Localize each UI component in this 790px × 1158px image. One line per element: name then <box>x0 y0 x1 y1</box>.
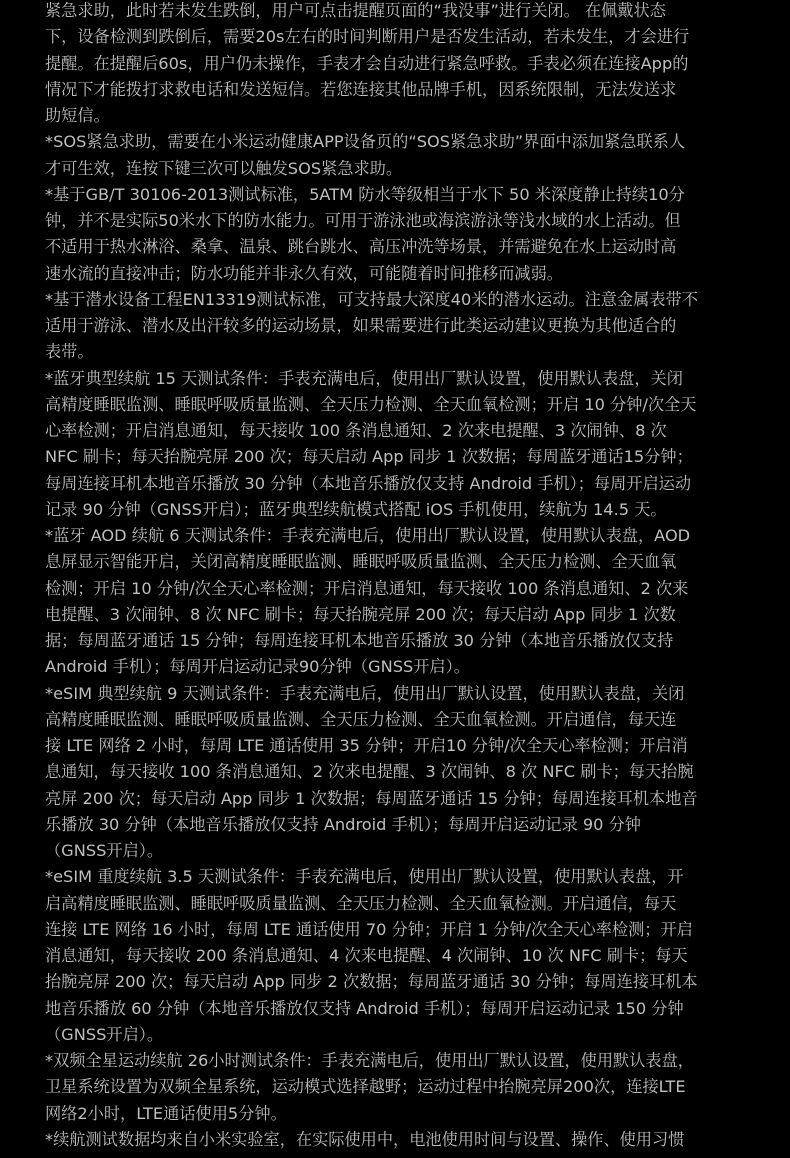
text-line: 心率检测；开启消息通知，每天接收 100 条消息通知、2 次来电提醒、3 次闹钟、8 次 <box>45 421 667 440</box>
text-line: *SOS紧急求助，需要在小米运动健康APP设备页的“SOS紧急求助”界面中添加紧急联系人 <box>45 132 686 152</box>
text-line: 每周连接耳机本地音乐播放 30 分钟（本地音乐播放仅支持 Android 手机）；每周开启运动 <box>45 473 692 493</box>
text-line: 息屏显示智能开启，关闭高精度睡眠监测、睡眠呼吸质量监测、全天压力检测、全天血氧 <box>45 552 677 572</box>
text-line: （GNSS开启）。 <box>45 841 164 860</box>
text-line: 高精度睡眠监测、睡眠呼吸质量监测、全天压力检测、全天血氧检测；开启 10 分钟/次全天 <box>45 394 697 414</box>
text-line: 电提醒、3 次闹钟、8 次 NFC 刷卡；每天抬腕亮屏 200 次；每天启动 App 同步 1 次数 <box>45 604 676 624</box>
text-line: 钟，并不是实际50米水下的防水能力。可用于游泳池或海滨游泳等浅水域的水上活动。但 <box>45 211 681 230</box>
text-line: 适用于游泳、潜水及出汗较多的运动场景，如果需要进行此类运动建议更换为其他适合的 <box>45 316 677 335</box>
diving-paragraph <box>45 287 750 366</box>
bluetooth-aod-battery-paragraph <box>45 523 750 681</box>
text-line: 表带。 <box>45 342 94 362</box>
text-line: 亮屏 200 次；每天启动 App 同步 1 次数据；每周蓝牙通话 15 分钟；每周连接耳机本地音 <box>45 788 698 808</box>
text-line: 乐播放 30 分钟（本地音乐播放仅支持 Android 手机）；每周开启运动记录 90 分钟 <box>45 814 641 834</box>
text-line: 启高精度睡眠监测、睡眠呼吸质量监测、全天压力检测、全天血氧检测。开启通信，每天 <box>45 893 677 913</box>
esim-heavy-battery-paragraph <box>45 864 750 1048</box>
dual-band-gnss-battery-paragraph <box>45 1048 750 1127</box>
text-line: 消息通知，每天接收 200 条消息通知、4 次来电提醒、4 次闹钟、10 次 NFC 刷卡；每天 <box>45 946 688 965</box>
text-line: 网络2小时，LTE通话使用5分钟。 <box>45 1103 287 1123</box>
text-line: 抬腕亮屏 200 次；每天启动 App 同步 2 次数据；每周蓝牙通话 30 分钟；每周连接耳机本 <box>45 972 698 992</box>
text-line: *双频全星运动续航 26小时测试条件：手表充满电后，使用出厂默认设置，使用默认表盘， <box>45 1051 694 1070</box>
text-line: （GNSS开启）。 <box>45 1024 164 1044</box>
sos-paragraph <box>45 129 750 182</box>
fall-detection-paragraph <box>45 0 750 129</box>
text-line: 检测；开启 10 分钟/次全天心率检测；开启消息通知，每天接收 100 条消息通知、2 次来 <box>45 578 689 598</box>
water-resistance-paragraph <box>45 182 750 287</box>
text-line: 记录 90 分钟（GNSS开启）；蓝牙典型续航模式搭配 iOS 手机使用，续航为 14.5 天。 <box>45 499 667 519</box>
text-line: 才可生效，连按下键三次可以触发SOS紧急求助。 <box>45 158 403 178</box>
text-line: *蓝牙 AOD 续航 6 天测试条件：手表充满电后，使用出厂默认设置，使用默认表盘，AOD <box>45 526 691 545</box>
text-line: 下，设备检测到跌倒后，需要20s左右的时间判断用户是否发生活动，若未发生，才会进行 <box>45 27 690 47</box>
text-line: *基于潜水设备工程EN13319测试标准，可支持最大深度40米的潜水运动。注意金属表带不 <box>45 289 698 309</box>
text-line: 地音乐播放 60 分钟（本地音乐播放仅支持 Android 手机）；每周开启运动记录 150 分钟 <box>45 998 684 1018</box>
text-line: 提醒。在提醒后60s，用户仍未操作，手表才会自动进行紧急呼救。手表必须在连接App的 <box>45 53 689 73</box>
text-line: *续航测试数据均来自小米实验室，在实际使用中，电池使用时间与设置、操作、使用习惯 <box>45 1129 685 1149</box>
text-line: 高精度睡眠监测、睡眠呼吸质量监测、全天压力检测、全天血氧检测。开启通信，每天连 <box>45 709 677 729</box>
esim-typical-battery-paragraph <box>45 681 750 865</box>
text-line: 助短信。 <box>45 106 110 125</box>
battery-test-source-paragraph <box>45 1127 750 1153</box>
text-line: 紧急求助，此时若未发生跌倒，用户可点击提醒页面的“我没事”进行关闭。 在佩戴状态 <box>45 1 666 20</box>
text-line: *基于GB/T 30106-2013测试标准，5ATM 防水等级相当于水下 50 米深度静止持续10分 <box>45 184 685 204</box>
text-line: 据；每周蓝牙通话 15 分钟；每周连接耳机本地音乐播放 30 分钟（本地音乐播放仅支持 <box>45 631 674 650</box>
text-line: NFC 刷卡；每天抬腕亮屏 200 次；每天启动 App 同步 1 次数据；每周蓝牙通话15分钟； <box>45 447 693 467</box>
text-line: 速水流的直接冲击；防水功能并非永久有效，可能随着时间推移而减弱。 <box>45 263 563 283</box>
text-line: 情况下才能拨打求救电话和发送短信。若您连接其他品牌手机，因系统限制，无法发送求 <box>45 79 677 99</box>
text-line: *eSIM 典型续航 9 天测试条件：手表充满电后，使用出厂默认设置，使用默认表盘，关闭 <box>45 683 685 703</box>
text-line: 息通知，每天接收 100 条消息通知、2 次来电提醒、3 次闹钟、8 次 NFC 刷卡；每天抬腕 <box>45 762 694 782</box>
fine-print-document <box>45 0 750 1153</box>
text-line: Android 手机）；每周开启运动记录90分钟（GNSS开启）。 <box>45 657 470 677</box>
text-line: *蓝牙典型续航 15 天测试条件：手表充满电后，使用出厂默认设置，使用默认表盘，关闭 <box>45 368 683 388</box>
text-line: 接 LTE 网络 2 小时，每周 LTE 通话使用 35 分钟；开启10 分钟/次全天心率检测；开启消 <box>45 736 688 755</box>
text-line: 连接 LTE 网络 16 小时，每周 LTE 通话使用 70 分钟；开启 1 分钟/次全天心率检测；开启 <box>45 919 693 939</box>
text-line: 不适用于热水淋浴、桑拿、温泉、跳台跳水、高压冲洗等场景，并需避免在水上运动时高 <box>45 237 677 257</box>
text-line: *eSIM 重度续航 3.5 天测试条件：手表充满电后，使用出厂默认设置，使用默认表盘，开 <box>45 867 684 887</box>
text-line: 卫星系统设置为双频全星系统，运动模式选择越野；运动过程中抬腕亮屏200次，连接LTE <box>45 1077 686 1097</box>
bluetooth-typical-battery-paragraph <box>45 366 750 524</box>
